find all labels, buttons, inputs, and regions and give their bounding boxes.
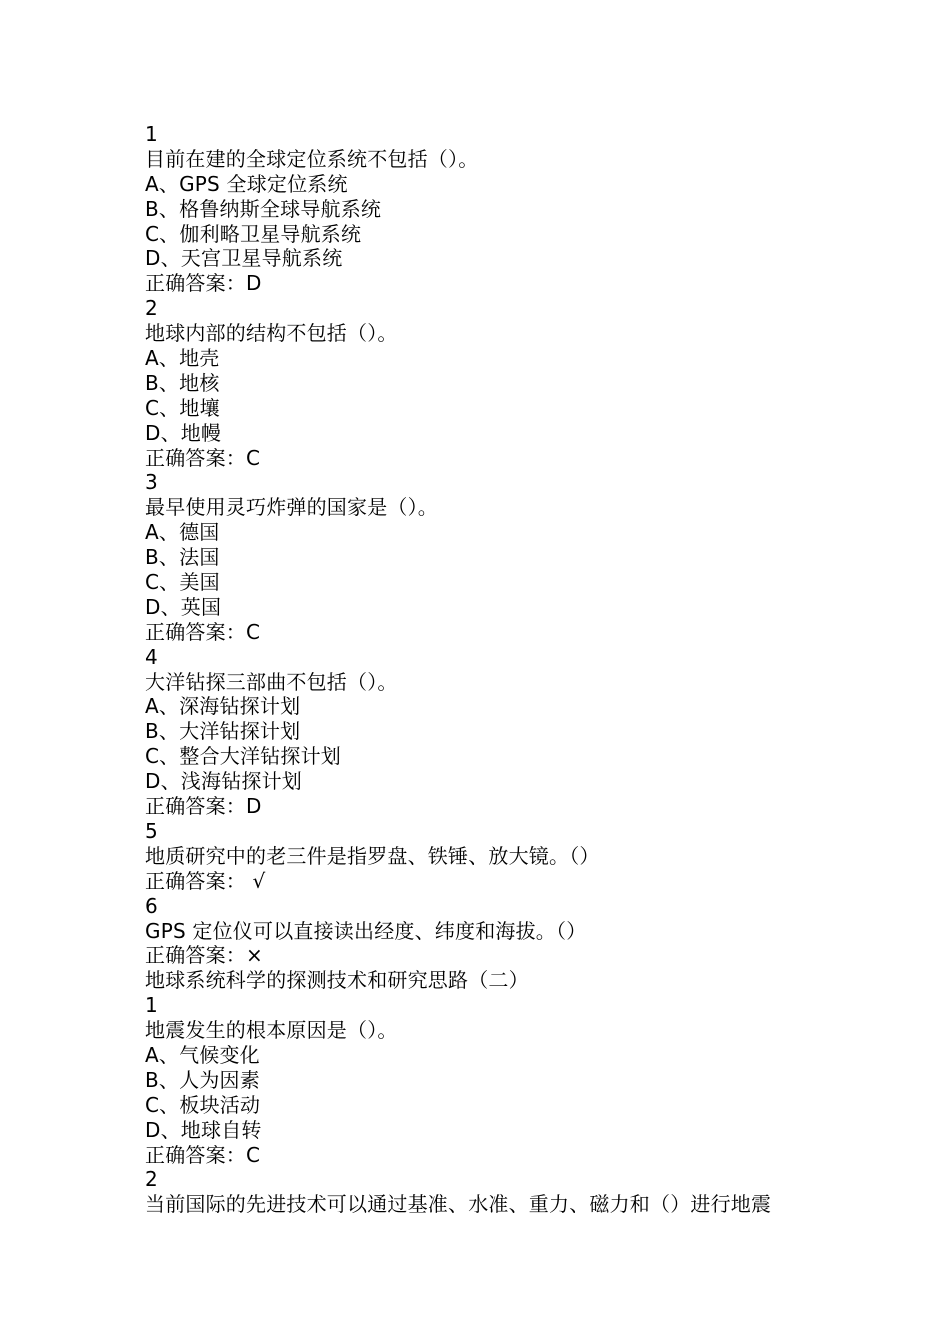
q3-answer: 正确答案：C bbox=[145, 619, 261, 644]
q2-option-d: D、地幔 bbox=[145, 420, 222, 445]
q4-question: 大洋钻探三部曲不包括（）。 bbox=[145, 669, 398, 694]
q3-question: 最早使用灵巧炸弹的国家是（）。 bbox=[145, 495, 438, 520]
q6-number: 6 bbox=[145, 893, 158, 918]
q5-question: 地质研究中的老三件是指罗盘、铁锤、放大镜。（） bbox=[145, 843, 600, 868]
q3-number: 3 bbox=[145, 470, 158, 495]
q2-question: 地球内部的结构不包括（）。 bbox=[145, 321, 398, 346]
q3-option-d: D、英国 bbox=[145, 594, 222, 619]
q4-option-a: A、深海钻探计划 bbox=[145, 694, 301, 719]
q5-answer: 正确答案： √ bbox=[145, 868, 266, 893]
q3-option-a: A、德国 bbox=[145, 520, 220, 545]
q4-option-b: B、大洋钻探计划 bbox=[145, 719, 301, 744]
s2-q1-option-c: C、板块活动 bbox=[145, 1092, 261, 1117]
s2-q1-option-a: A、气候变化 bbox=[145, 1042, 260, 1067]
s2-q1-number: 1 bbox=[145, 993, 158, 1018]
section-heading: 地球系统科学的探测技术和研究思路（二） bbox=[145, 968, 529, 993]
q5-number: 5 bbox=[145, 818, 158, 843]
q1-option-b: B、格鲁纳斯全球导航系统 bbox=[145, 196, 382, 221]
q3-option-c: C、美国 bbox=[145, 570, 220, 595]
q1-answer: 正确答案：D bbox=[145, 271, 262, 296]
q3-option-b: B、法国 bbox=[145, 545, 220, 570]
s2-q1-answer: 正确答案：C bbox=[145, 1142, 261, 1167]
q1-question: 目前在建的全球定位系统不包括（）。 bbox=[145, 146, 479, 171]
q4-number: 4 bbox=[145, 644, 158, 669]
q2-option-c: C、地壤 bbox=[145, 395, 220, 420]
q6-question: GPS 定位仪可以直接读出经度、纬度和海拔。（） bbox=[145, 918, 587, 943]
q1-number: 1 bbox=[145, 122, 158, 146]
q4-option-d: D、浅海钻探计划 bbox=[145, 769, 303, 794]
q2-option-b: B、地核 bbox=[145, 370, 220, 395]
s2-q2-question: 当前国际的先进技术可以通过基准、水准、重力、磁力和（）进行地震 bbox=[145, 1192, 772, 1217]
s2-q1-option-b: B、人为因素 bbox=[145, 1067, 260, 1092]
q1-option-c: C、伽利略卫星导航系统 bbox=[145, 221, 362, 246]
q2-answer: 正确答案：C bbox=[145, 445, 261, 470]
s2-q1-question: 地震发生的根本原因是（）。 bbox=[145, 1018, 398, 1043]
q1-option-a: A、GPS 全球定位系统 bbox=[145, 171, 348, 196]
q1-option-d: D、天宫卫星导航系统 bbox=[145, 246, 343, 271]
q4-option-c: C、整合大洋钻探计划 bbox=[145, 744, 341, 769]
q4-answer: 正确答案：D bbox=[145, 794, 262, 819]
document-page bbox=[145, 122, 845, 1217]
s2-q1-option-d: D、地球自转 bbox=[145, 1117, 262, 1142]
q6-answer: 正确答案：× bbox=[145, 943, 263, 968]
q2-number: 2 bbox=[145, 296, 158, 321]
s2-q2-number: 2 bbox=[145, 1167, 158, 1192]
q2-option-a: A、地壳 bbox=[145, 346, 220, 371]
